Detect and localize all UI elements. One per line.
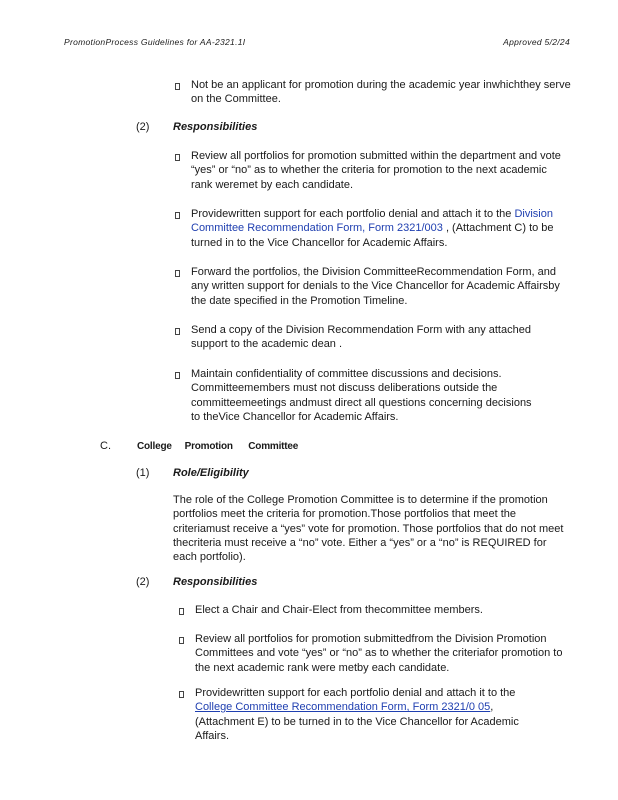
bullet-icon bbox=[175, 83, 180, 90]
bullet-icon bbox=[175, 270, 180, 277]
bullet-college-written-support bbox=[195, 686, 555, 743]
bullet-icon bbox=[179, 637, 184, 644]
bullet-review: Review all portfolios for promotion submitted within the department and vote “yes” or “no” as to whether the criteria for promotion to the next academic rank weremet by each candidate. bbox=[191, 150, 561, 191]
college-form-link[interactable]: College Committee Recommendation Form, Form 2321/0 05 bbox=[195, 701, 491, 714]
bullet-written-support-post: , (Attachment C) to be turned in to the Vice Chancellor for Academic Affairs. bbox=[191, 222, 554, 249]
bullet-icon bbox=[175, 328, 180, 335]
bullet-written-support-pre: Providewritten support for each portfolio denial and attach it to the bbox=[191, 208, 515, 220]
role-paragraph: The role of the College Promotion Committee is to determine if the promotion portfolios meet the criteria for promotion.Those portfolios that meet the criteriamust receive a “yes” vote for promotion. Those portfolios that do not meet thecriteria must receive a “no” vote. Either a “yes” or a “no” is REQUIRED for each portfolio). bbox=[173, 494, 564, 564]
header-right: Approved 5/2/24 bbox=[503, 37, 570, 47]
college-responsibilities-number: (2) bbox=[136, 576, 150, 588]
bullet-elect-chair: Elect a Chair and Chair-Elect from thecommittee members. bbox=[195, 604, 483, 616]
bullet-college-written-support-post: , (Attachment E) to be turned in to the Vice Chancellor for Academic Affairs. bbox=[195, 701, 519, 742]
bullet-written-support bbox=[191, 207, 571, 250]
bullet-icon bbox=[175, 212, 180, 219]
bullet-forward: Forward the portfolios, the Division CommitteeRecommendation Form, and any written support for denials to the Vice Chancellor for Academic Affairsby the date specified in the Promotion Timeline. bbox=[191, 266, 560, 307]
division-form-link[interactable]: Division Committee Recommendation Form, Form 2321/003 bbox=[191, 208, 553, 235]
college-responsibilities-heading: Responsibilities bbox=[173, 576, 258, 588]
header-left: PromotionProcess Guidelines for AA-2321.1I bbox=[64, 37, 246, 47]
bullet-college-written-support-pre: Providewritten support for each portfolio denial and attach it to the bbox=[195, 687, 516, 699]
section-title: College Promotion Committee bbox=[137, 441, 299, 452]
bullet-send-copy: Send a copy of the Division Recommendation Form with any attached support to the academic dean . bbox=[191, 324, 531, 351]
bullet-confidentiality: Maintain confidentiality of committee discussions and decisions. Committeemembers must not discuss deliberations outside the committeemeetings andmust direct all questions concerning decisions to theVice Chancellor for Academic Affairs. bbox=[191, 368, 532, 423]
bullet-icon bbox=[179, 608, 184, 615]
role-number: (1) bbox=[136, 467, 150, 479]
responsibilities-number: (2) bbox=[136, 121, 150, 133]
bullet-icon bbox=[179, 691, 184, 698]
role-heading: Role/Eligibility bbox=[173, 467, 249, 479]
bullet-icon bbox=[175, 154, 180, 161]
committee-bullet: Not be an applicant for promotion during the academic year inwhichthey serve on the Committee. bbox=[191, 79, 571, 106]
section-letter: C. bbox=[100, 440, 111, 452]
bullet-college-review: Review all portfolios for promotion submittedfrom the Division Promotion Committees and vote “yes” or “no” as to whether the criteriafor promotion to the next academic rank were metby each candidate. bbox=[195, 633, 563, 674]
responsibilities-heading: Responsibilities bbox=[173, 121, 258, 133]
bullet-icon bbox=[175, 372, 180, 379]
